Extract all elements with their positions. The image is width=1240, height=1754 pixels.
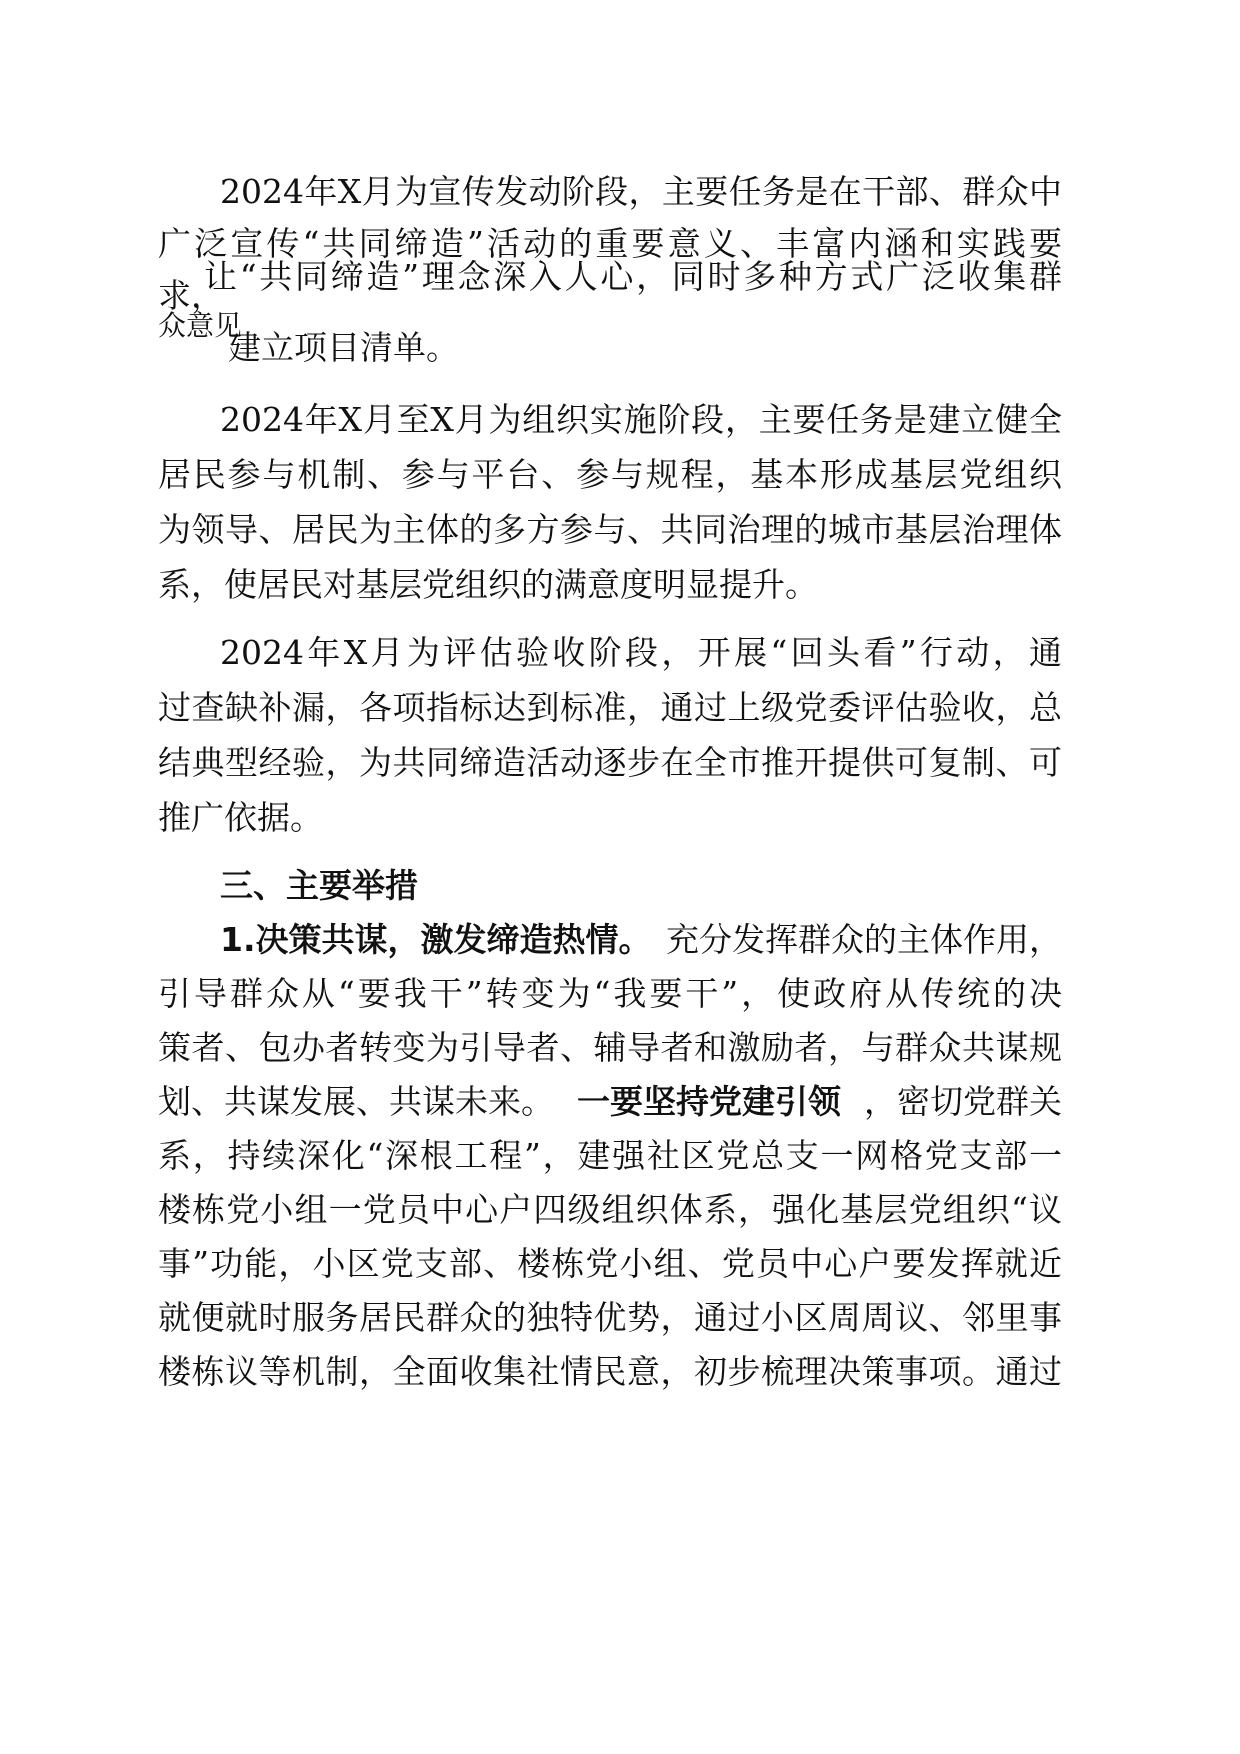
paragraph-stage2-line1: 2024年X月至X月为组织实施阶段，主要任务是建立健全 [220, 400, 1062, 439]
paragraph-stage2-line4: 系，使居民对基层党组织的满意度明显提升。 [158, 565, 818, 604]
paragraph-stage1-line3: 让“共同缔造”理念深入人心，同时多种方式广泛收集群 [204, 257, 1062, 296]
paragraph-stage2-line3: 为领导、居民为主体的多方参与、共同治理的城市基层治理体 [158, 510, 1062, 549]
paragraph-stage3-line1: 2024年X月为评估验收阶段，开展“回头看”行动，通 [220, 633, 1062, 672]
item1-line9: 楼栋议等机制，全面收集社情民意，初步梳理决策事项。通过 [158, 1352, 1062, 1391]
paragraph-stage3-line3: 结典型经验，为共同缔造活动逐步在全市推开提供可复制、可 [158, 743, 1062, 782]
paragraph-stage1-line1: 2024年X月为宣传发动阶段，主要任务是在干部、群众中 [220, 172, 1062, 211]
item1-line7: 事”功能，小区党支部、楼栋党小组、党员中心户要发挥就近 [158, 1244, 1062, 1283]
item1-line1-text: 充分发挥群众的主体作用， [666, 920, 1062, 959]
paragraph-stage1-line3-fragment: 求， [158, 276, 224, 315]
paragraph-stage2-line2: 居民参与机制、参与平台、参与规程，基本形成基层党组织 [158, 455, 1062, 494]
item1-title: 1.决策共谋，激发缔造热情。 [220, 920, 652, 959]
item1-line4 [158, 1082, 1062, 1122]
paragraph-stage1-line2: 广泛宣传“共同缔造”活动的重要意义、丰富内涵和实践要 [158, 224, 1062, 263]
item1-line2: 引导群众从“要我干”转变为“我要干”，使政府从传统的决 [158, 974, 1062, 1013]
paragraph-stage3-line4: 推广依据。 [158, 798, 323, 837]
paragraph-stage3-line2: 过查缺补漏，各项指标达到标准，通过上级党委评估验收，总 [158, 688, 1062, 727]
item1-line4-text-a: 划、共谋发展、共谋未来。 [158, 1082, 554, 1121]
item1-line3: 策者、包办者转变为引导者、辅导者和激励者，与群众共谋规 [158, 1028, 1062, 1067]
paragraph-stage1-line4-fragment: 众意见 [158, 309, 243, 342]
item1-line1 [220, 920, 1062, 960]
item1-line6: 楼栋党小组一党员中心户四级组织体系，强化基层党组织“议 [158, 1190, 1062, 1229]
paragraph-stage1-line4: 建立项目清单。 [228, 328, 459, 367]
item1-line8: 就便就时服务居民群众的独特优势，通过小区周周议、邻里事 [158, 1298, 1062, 1337]
section-heading: 三、主要举措 [220, 866, 418, 905]
item1-line5: 系，持续深化“深根工程”，建强社区党总支一网格党支部一 [158, 1136, 1062, 1175]
item1-line4-bold: 一要坚持党建引领 [577, 1082, 841, 1121]
item1-line4-text-c: ，密切党群关 [864, 1082, 1062, 1121]
